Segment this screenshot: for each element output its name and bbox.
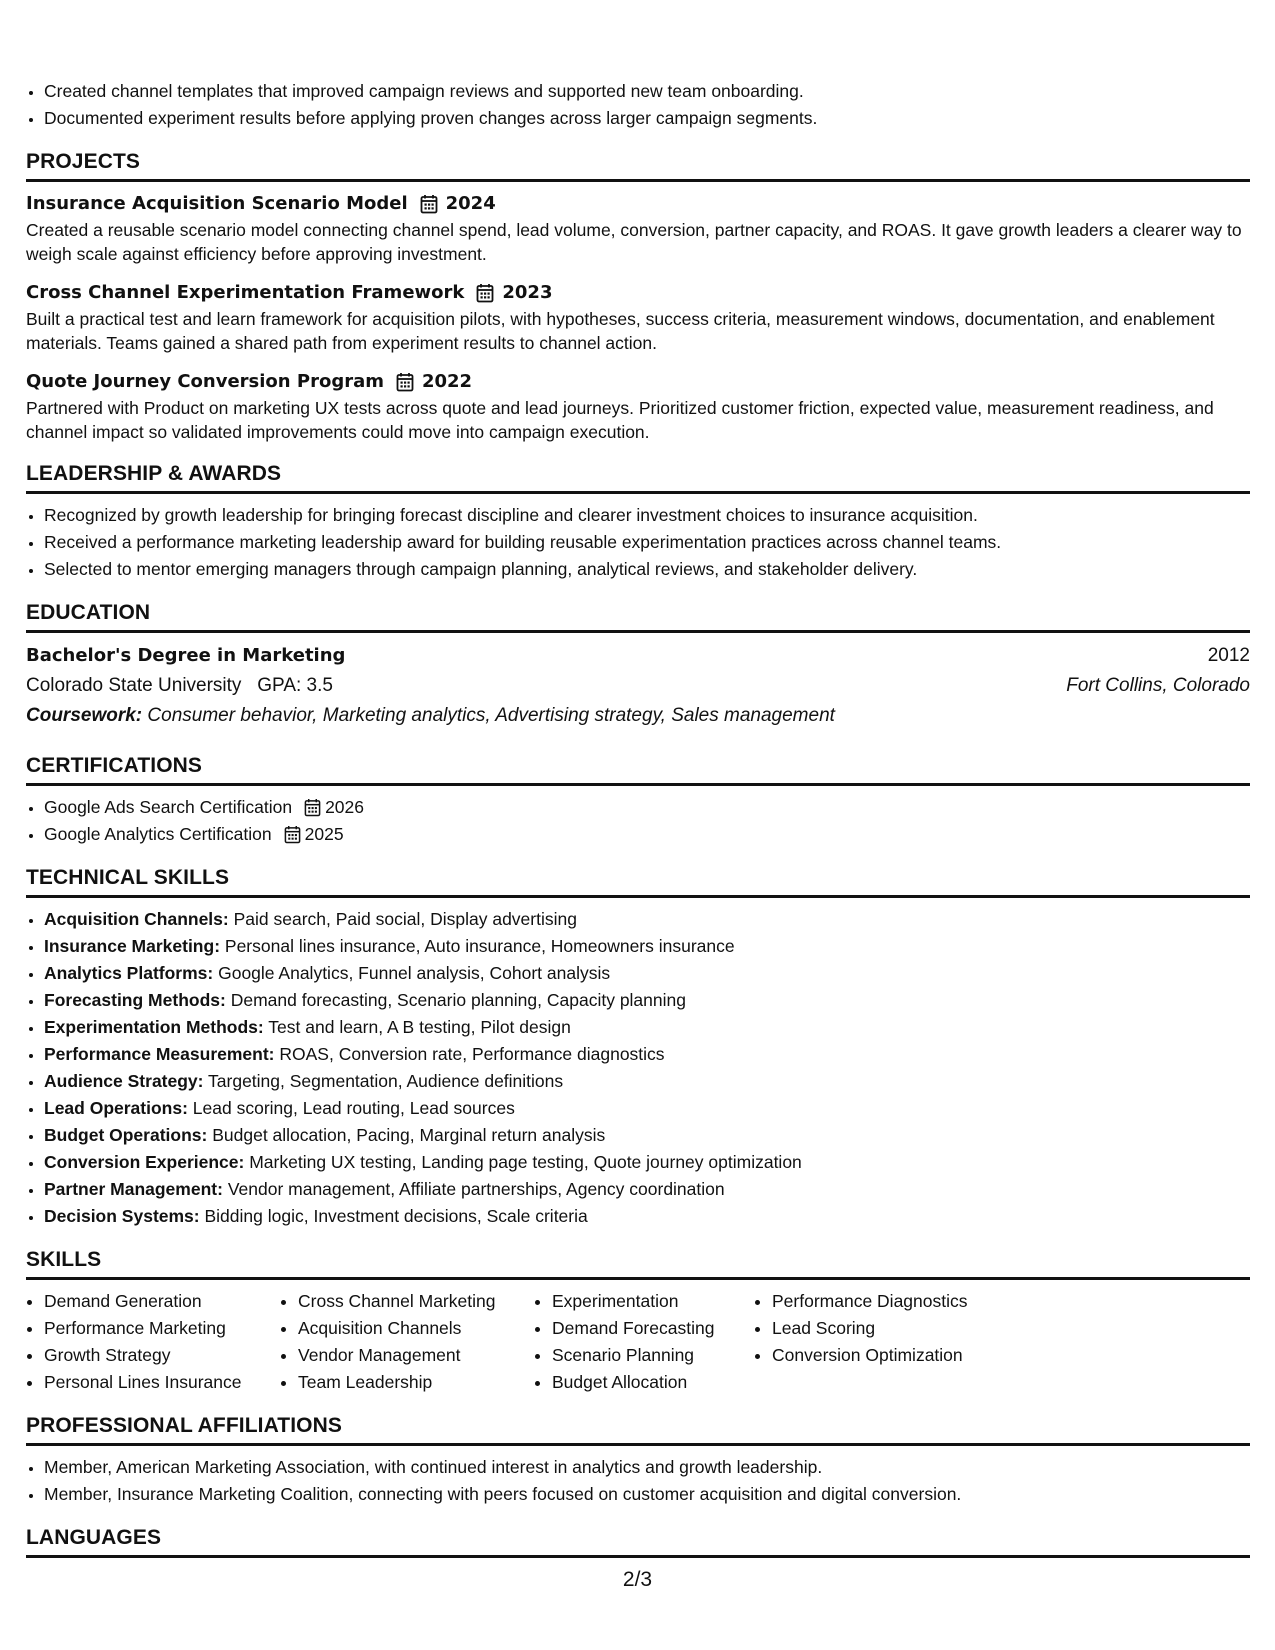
list-item: • Personal Lines Insurance: [44, 1369, 280, 1396]
coursework: Consumer behavior, Marketing analytics, Advertising strategy, Sales management: [147, 705, 835, 726]
project-year: 2023: [502, 282, 553, 303]
skill-values: Lead scoring, Lead routing, Lead sources: [192, 1098, 515, 1118]
gpa: GPA: 3.5: [257, 675, 333, 696]
list-item: • Demand Forecasting: [552, 1315, 754, 1342]
skill-values: Budget allocation, Pacing, Marginal return analysis: [212, 1125, 606, 1145]
list-item: • Received a performance marketing leadership award for building reusable experimentation practices across channel teams.: [44, 529, 1250, 556]
skill-category: Acquisition Channels:: [44, 909, 229, 929]
skill-values: Demand forecasting, Scenario planning, Capacity planning: [230, 990, 686, 1010]
list-item: • Cross Channel Marketing: [298, 1288, 534, 1315]
coursework-label: Coursework:: [26, 705, 143, 726]
resume-page: [26, 78, 1250, 1566]
skill-values: Bidding logic, Investment decisions, Scale criteria: [204, 1206, 588, 1226]
skill-category: Decision Systems:: [44, 1206, 200, 1226]
calendar-icon: [476, 283, 494, 303]
list-item: [44, 1122, 1250, 1149]
project-description: Built a practical test and learn framework for acquisition pilots, with hypotheses, success criteria, measurement windows, documentation, and enablement materials. Teams gained a shared path from experiment results to channel action.: [26, 309, 1215, 353]
list-item: • Selected to mentor emerging managers through campaign planning, analytical reviews, and stakeholder delivery.: [44, 556, 1250, 583]
skills-column: [280, 1288, 534, 1396]
skill-category: Experimentation Methods:: [44, 1017, 264, 1037]
calendar-icon: [284, 825, 301, 844]
list-item: • Member, American Marketing Association, with continued interest in analytics and growth leadership.: [44, 1454, 1250, 1481]
education-section: [26, 600, 1250, 731]
skill-category: Conversion Experience:: [44, 1152, 245, 1172]
skill-values: Personal lines insurance, Auto insurance, Homeowners insurance: [224, 936, 735, 956]
section-title: LANGUAGES: [26, 1525, 1250, 1558]
skill-category: Audience Strategy:: [44, 1071, 204, 1091]
skills-column: [754, 1288, 968, 1396]
section-title: EDUCATION: [26, 600, 1250, 633]
list-item: [44, 987, 1250, 1014]
leadership-section: [26, 461, 1250, 583]
list-item: • Recognized by growth leadership for bringing forecast discipline and clearer investment choices to insurance acquisition.: [44, 502, 1250, 529]
list-item: • Team Leadership: [298, 1369, 534, 1396]
list-item: [44, 1014, 1250, 1041]
project-name: Insurance Acquisition Scenario Model: [26, 193, 408, 214]
skill-category: Forecasting Methods:: [44, 990, 226, 1010]
project-year: 2024: [445, 193, 496, 214]
calendar-icon: [304, 798, 321, 817]
skill-values: Test and learn, A B testing, Pilot design: [268, 1017, 571, 1037]
list-item: [44, 960, 1250, 987]
technical-skills-section: [26, 865, 1250, 1230]
list-item: • Performance Diagnostics: [772, 1288, 968, 1315]
intro-bullets: [26, 78, 1250, 132]
calendar-icon: [420, 194, 438, 214]
skill-values: Paid search, Paid social, Display advertising: [233, 909, 577, 929]
list-item: • Vendor Management: [298, 1342, 534, 1369]
project-description: Partnered with Product on marketing UX tests across quote and lead journeys. Prioritized customer friction, expected value, measurement readiness, and channel impact so validated improvements could move into campaign execution.: [26, 398, 1214, 442]
skills-column: [534, 1288, 754, 1396]
skill-values: Targeting, Segmentation, Audience definitions: [208, 1071, 564, 1091]
list-item: • Created channel templates that improved campaign reviews and supported new team onboarding.: [44, 78, 1250, 105]
list-item: • Demand Generation: [44, 1288, 280, 1315]
calendar-icon: [396, 372, 414, 392]
degree-title: Bachelor's Degree in Marketing: [26, 645, 346, 666]
list-item: • Growth Strategy: [44, 1342, 280, 1369]
list-item: [44, 906, 1250, 933]
school-location: Fort Collins, Colorado: [1066, 675, 1250, 696]
list-item: • Budget Allocation: [552, 1369, 754, 1396]
list-item: • Scenario Planning: [552, 1342, 754, 1369]
project-name: Quote Journey Conversion Program: [26, 371, 384, 392]
project-name: Cross Channel Experimentation Framework: [26, 282, 465, 303]
affiliations-section: [26, 1413, 1250, 1508]
section-title: LEADERSHIP & AWARDS: [26, 461, 1250, 494]
skill-values: ROAS, Conversion rate, Performance diagnostics: [279, 1044, 665, 1064]
section-title: CERTIFICATIONS: [26, 753, 1250, 786]
project-item: [26, 279, 1250, 355]
list-item: [44, 1041, 1250, 1068]
page-number: 2/3: [622, 1568, 653, 1591]
skill-category: Performance Measurement:: [44, 1044, 275, 1064]
skill-category: Analytics Platforms:: [44, 963, 214, 983]
school-name: Colorado State University: [26, 675, 242, 696]
certifications-section: [26, 753, 1250, 848]
list-item: [44, 1203, 1250, 1230]
certification-name: • Google Ads Search Certification: [44, 797, 293, 817]
list-item: [44, 794, 1250, 821]
skill-category: Budget Operations:: [44, 1125, 208, 1145]
list-item: [44, 933, 1250, 960]
skill-values: Marketing UX testing, Landing page testing, Quote journey optimization: [249, 1152, 802, 1172]
list-item: • Acquisition Channels: [298, 1315, 534, 1342]
list-item: • Member, Insurance Marketing Coalition, connecting with peers focused on customer acquisition and digital conversion.: [44, 1481, 1250, 1508]
list-item: [44, 1149, 1250, 1176]
list-item: [44, 1176, 1250, 1203]
skill-category: Partner Management:: [44, 1179, 223, 1199]
projects-section: [26, 149, 1250, 444]
list-item: [44, 1095, 1250, 1122]
section-title: TECHNICAL SKILLS: [26, 865, 1250, 898]
graduation-year: 2012: [1207, 645, 1250, 666]
list-item: • Performance Marketing: [44, 1315, 280, 1342]
list-item: • Documented experiment results before applying proven changes across larger campaign segments.: [44, 105, 1250, 132]
project-item: [26, 368, 1250, 444]
list-item: • Conversion Optimization: [772, 1342, 968, 1369]
list-item: • Lead Scoring: [772, 1315, 968, 1342]
skill-values: Vendor management, Affiliate partnerships, Agency coordination: [227, 1179, 725, 1199]
skill-values: Google Analytics, Funnel analysis, Cohort analysis: [218, 963, 611, 983]
languages-section: [26, 1525, 1250, 1558]
list-item: [44, 1068, 1250, 1095]
certification-year: 2026: [325, 797, 364, 817]
section-title: PROJECTS: [26, 149, 1250, 182]
skill-category: Lead Operations:: [44, 1098, 188, 1118]
certification-name: • Google Analytics Certification: [44, 824, 272, 844]
skills-column: [26, 1288, 280, 1396]
project-description: Created a reusable scenario model connecting channel spend, lead volume, conversion, partner capacity, and ROAS. It gave growth leaders a clearer way to weigh scale against efficiency before approving investment.: [26, 220, 1242, 264]
section-title: SKILLS: [26, 1247, 1250, 1280]
certification-year: 2025: [304, 824, 344, 844]
list-item: • Experimentation: [552, 1288, 754, 1315]
skills-section: [26, 1247, 1250, 1396]
skill-category: Insurance Marketing:: [44, 936, 221, 956]
project-item: [26, 190, 1250, 266]
section-title: PROFESSIONAL AFFILIATIONS: [26, 1413, 1250, 1446]
project-year: 2022: [421, 371, 473, 392]
list-item: [44, 821, 1250, 848]
